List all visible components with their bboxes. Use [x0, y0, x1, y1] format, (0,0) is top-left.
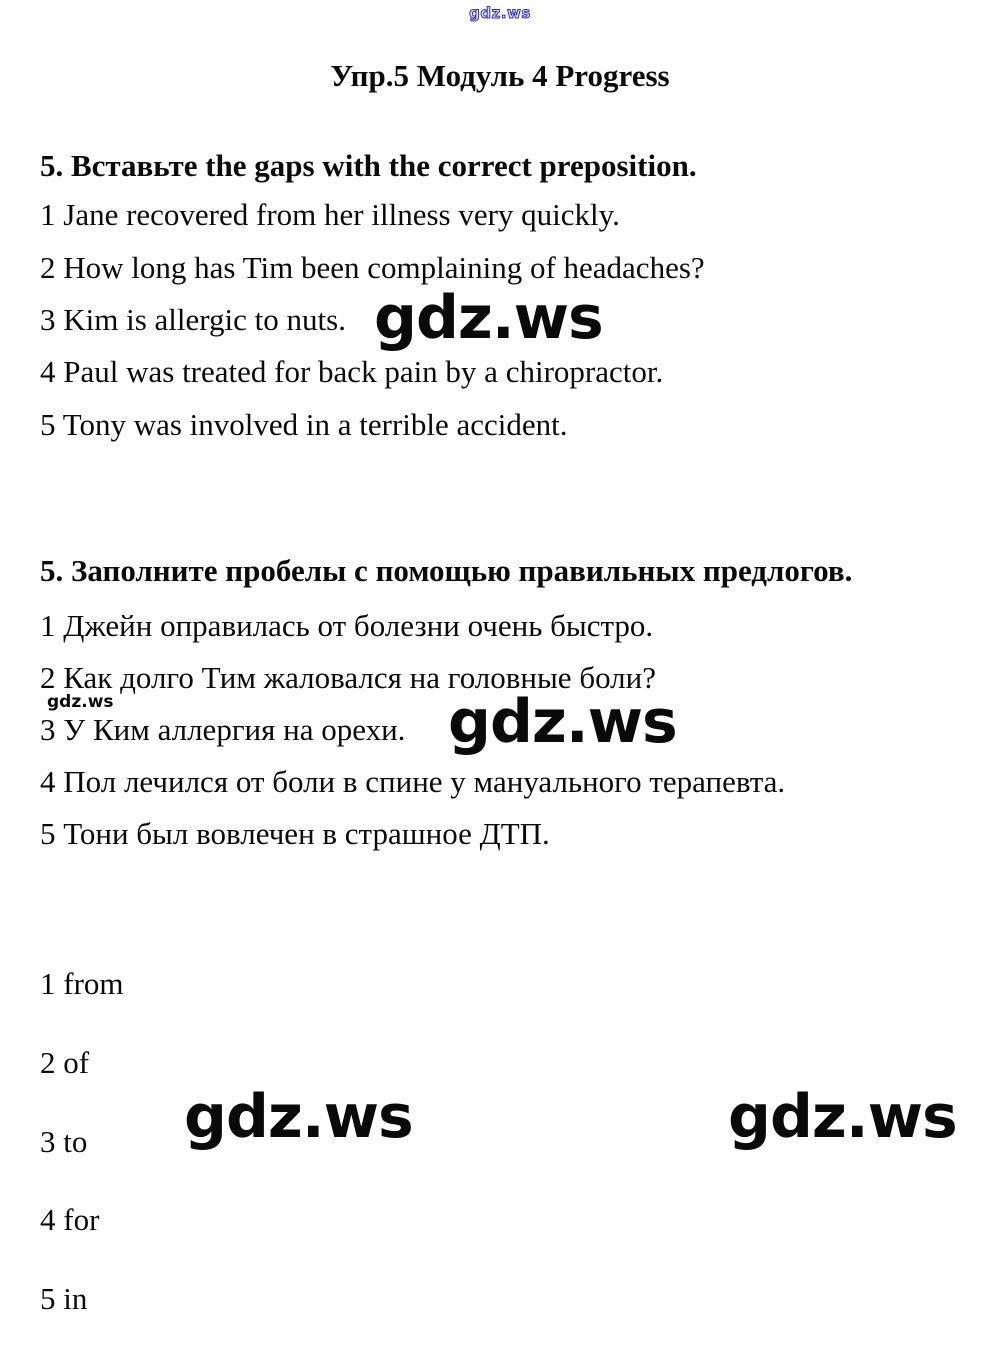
answer-5: 5 in — [40, 1281, 88, 1316]
task-ru-item-2: 2 Как долго Тим жаловался на головные боли? — [40, 660, 657, 695]
task-ru-heading: 5. Заполните пробелы с помощью правильных предлогов. — [40, 553, 853, 588]
task-en-heading: 5. Вставьте the gaps with the correct preposition. — [40, 148, 697, 183]
task-en-item-2: 2 How long has Tim been complaining of headaches? — [40, 250, 705, 285]
watermark-large-1: gdz.ws — [374, 283, 603, 353]
task-en-item-5: 5 Tony was involved in a terrible accident. — [40, 407, 568, 442]
answer-1: 1 from — [40, 966, 124, 1001]
watermark-large-3: gdz.ws — [184, 1082, 413, 1152]
task-ru-item-1: 1 Джейн оправилась от болезни очень быстро. — [40, 608, 654, 643]
answer-3: 3 to — [40, 1124, 88, 1159]
watermark-large-2: gdz.ws — [448, 687, 677, 757]
task-ru-item-3: 3 У Ким аллергия на орехи. — [40, 712, 406, 747]
task-ru-item-4: 4 Пол лечился от боли в спине у мануального терапевта. — [40, 764, 786, 799]
answer-2: 2 of — [40, 1045, 90, 1080]
task-en-item-4: 4 Paul was treated for back pain by a chiropractor. — [40, 354, 664, 389]
watermark-large-4: gdz.ws — [728, 1082, 957, 1152]
task-en-item-3: 3 Kim is allergic to nuts. — [40, 302, 346, 337]
page-title: Упр.5 Модуль 4 Progress — [330, 58, 670, 93]
site-watermark-top: gdz.ws — [469, 4, 531, 22]
task-en-item-1: 1 Jane recovered from her illness very quickly. — [40, 197, 620, 232]
answer-4: 4 for — [40, 1202, 100, 1237]
task-ru-item-5: 5 Тони был вовлечен в страшное ДТП. — [40, 816, 550, 851]
watermark-small: gdz.ws — [47, 692, 114, 712]
